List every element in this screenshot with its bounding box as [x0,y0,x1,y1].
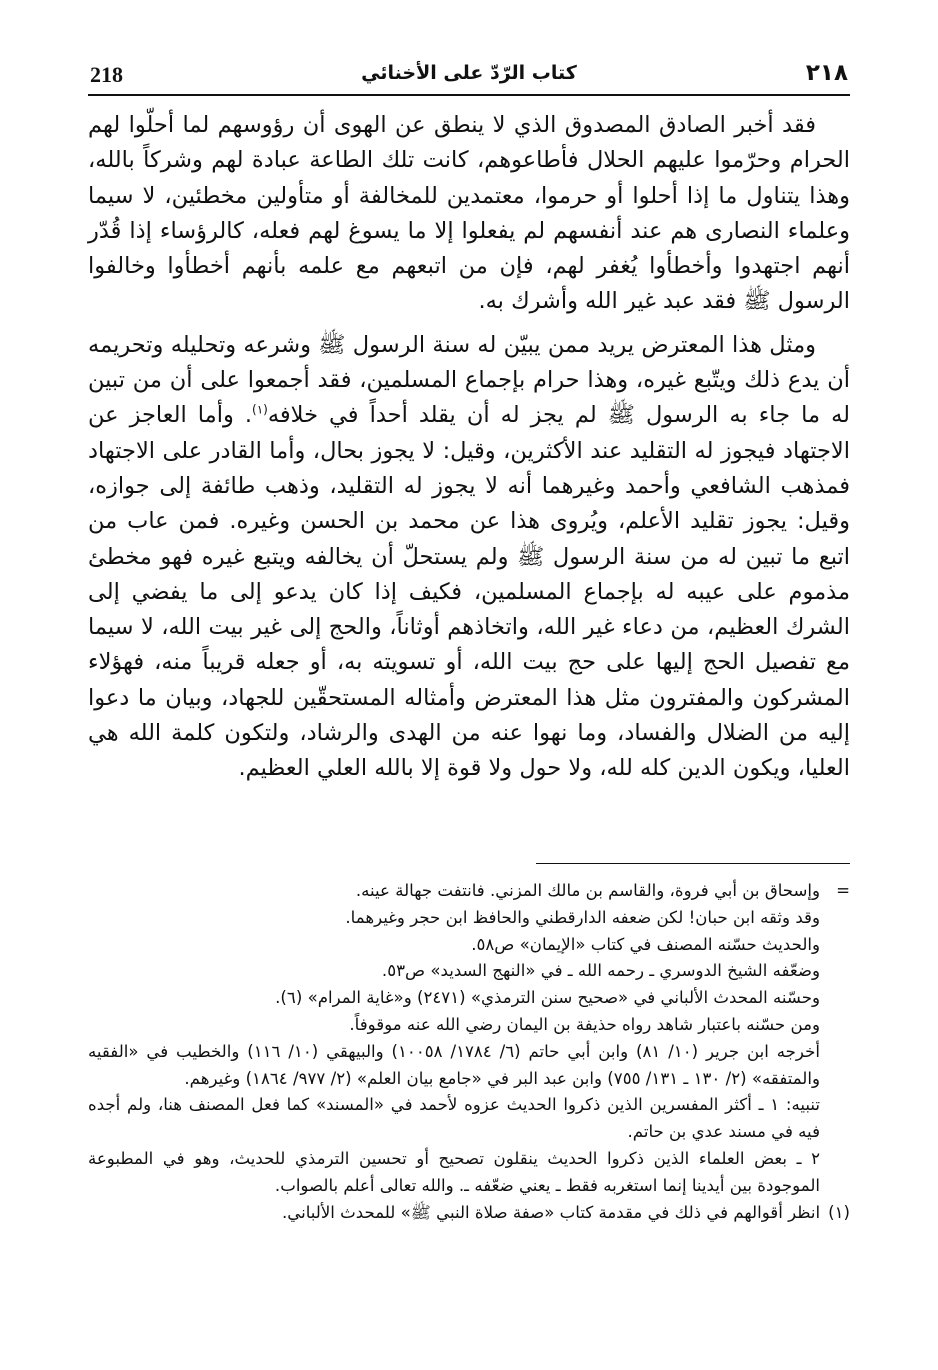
footnote-line: وضعّفه الشيخ الدوسري ـ رحمه الله ـ في «النهج السديد» ص٥٣. [381,961,820,981]
footnote-line: تنبيه: ١ ـ أكثر المفسرين الذين ذكروا الحديث عزوه لأحمد في «المسند» كما فعل المصنف هنا، ولم أجده فيه في مسند عدي بن حاتم. [88,1095,820,1142]
paragraph-2 [88,328,850,787]
footnote-1-number: (١) [828,1202,850,1222]
footnote-ref-1[interactable]: (١) [252,402,268,417]
page-header [88,58,850,96]
footnote-1-text: انظر أقوالهم في ذلك في مقدمة كتاب «صفة صلاة النبي ﷺ» للمحدث الألباني. [281,1202,821,1222]
page-number-arabic: ٢١٨ [805,60,848,86]
continuation-marker: = [836,881,850,900]
paragraph-2-part-1: ومثل هذا المعترض يريد ممن يبيّن له سنة الرسول ﷺ وشرعه وتحليله وتحريمه أن يدع ذلك ويتّبع غيره، وهذا حرام بإجماع المسلمين، فقد أجمعوا على أن من تبين له ما جاء به الرسول ﷺ لم يجز له أن يقلد أحداً في خلافه [88,331,850,429]
footnote-line: ٢ ـ بعض العلماء الذين ذكروا الحديث ينقلون تصحيح أو تحسين الترمذي للحديث، وهو في المطبوعة الموجودة بين أيدينا إنما استغربه فقط ـ يعني ضعّفه ـ. والله تعالى أعلم بالصواب. [88,1148,820,1195]
page-number-latin: 218 [90,62,123,87]
footnote-line: ومن حسّنه باعتبار شاهد رواه حذيفة بن اليمان رضي الله عنه موقوفاً. [349,1014,820,1034]
footnote-line: وقد وثقه ابن حبان! لكن ضعفه الدارقطني والحافظ ابن حجر وغيرهما. [345,907,820,927]
paragraph-2-part-2: . وأما العاجز عن الاجتهاد فيجوز له التقليد عند الأكثرين، وقيل: لا يجوز بحال، وأما القادر على الاجتهاد فمذهب الشافعي وأحمد وغيرهما أنه لا يجوز له التقليد، وذهب طائفة إلى جوازه، وقيل: يجوز تقليد الأعلم، ويُروى هذا عن محمد بن الحسن وغيره. فمن عاب من اتبع ما تبين له من سنة الرسول ﷺ ولم يستحلّ أن يخالفه ويتبع غيره فهو مخطئ مذموم على عيبه له بإجماع المسلمين، فكيف إذا كان يدعو إلى ما يفضي إلى الشرك العظيم، من دعاء غير الله، واتخاذهم أوثاناً، والحج إلى غير بيت الله، لا سيما مع تفصيل الحج إليها على حج بيت الله، أو تسويته به، أو جعله قريباً منه، فهؤلاء المشركون والمفترون مثل هذا المعترض وأمثاله المستحقّين للجهاد، وبيان ما دعوا إليه من الضلال والفساد، وما نهوا عنه من الهدى والرشاد، ولتكون كلمة الله هي العليا، ويكون الدين كله لله، ولا حول ولا قوة إلا بالله العلي العظيم. [88,402,850,782]
footnote-line [88,878,850,905]
footnote-1 [88,1200,850,1227]
footnote-line-text: وإسحاق بن أبي فروة، والقاسم بن مالك المزني. فانتفت جهالة عينه. [355,881,820,900]
footnote-line: أخرجه ابن جرير (١٠/ ٨١) وابن أبي حاتم (٦/ ١٧٨٤/ ١٠٠٥٨) والبيهقي (١٠/ ١١٦) والخطيب في «الفقيه والمتفقه» (٢/ ١٣٠ ـ ١٣١/ ٧٥٥) وابن عبد البر في «جامع بيان العلم» (٢/ ٩٧٧/ ١٨٦٤) وغيرهم. [88,1041,820,1088]
footnote-line: والحديث حسّنه المصنف في كتاب «الإيمان» ص٥٨. [471,934,820,954]
footnote-line: وحسّنه المحدث الألباني في «صحيح سنن الترمذي» (٢٤٧١) و«غاية المرام» (٦). [275,988,820,1008]
running-title: كتاب الرّدّ على الأخنائي [361,62,577,84]
footnote-divider [536,863,850,864]
footnotes [88,878,850,1226]
main-text [88,108,850,787]
paragraph-1: فقد أخبر الصادق المصدوق الذي لا ينطق عن الهوى أن رؤوسهم لما أحلّوا لهم الحرام وحرّموا عليهم الحلال فأطاعوهم، كانت تلك الطاعة عبادة لهم وشركاً بالله، وهذا يتناول ما إذا أحلوا أو حرموا، معتمدين للمخالفة أو متأولين مخطئين، لا سيما وعلماء النصارى هم عند أنفسهم لم يفعلوا إلا ما يسوغ لهم فعله، كالرؤساء إذا قُدّر أنهم اجتهدوا وأخطأوا يُغفر لهم، فإن من اتبعهم مع علمه بأنهم أخطأوا وخالفوا الرسول ﷺ فقد عبد غير الله وأشرك به. [88,112,850,315]
